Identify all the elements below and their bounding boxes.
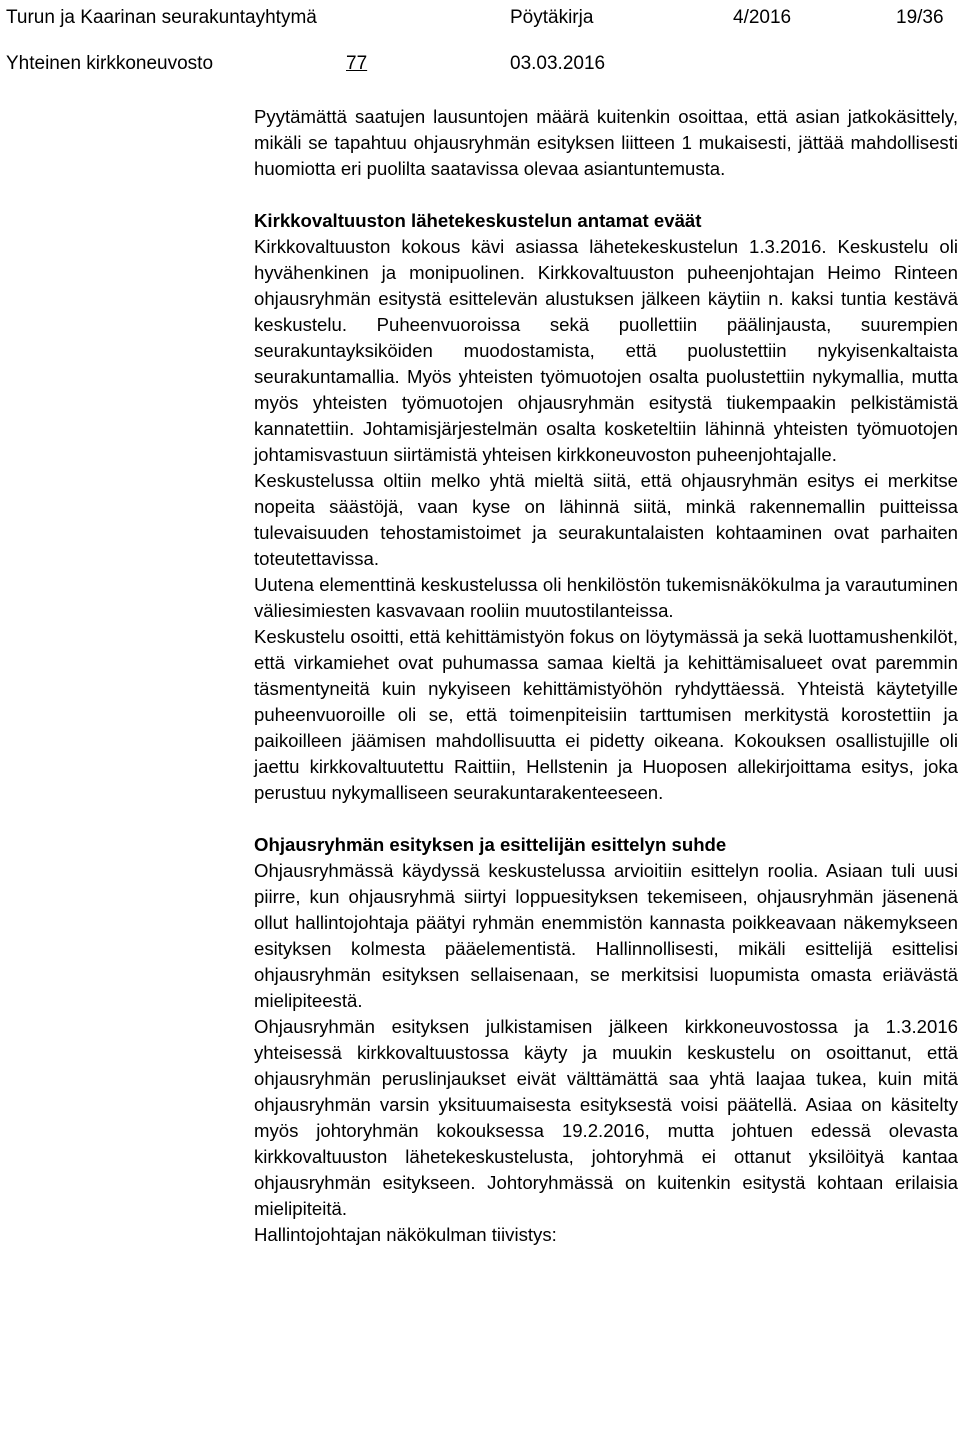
- meeting-date: 03.03.2016: [510, 53, 606, 74]
- document-type: Pöytäkirja: [510, 7, 594, 28]
- section-number: 77: [346, 53, 368, 74]
- body-paragraph: Uutena elementtinä keskustelussa oli henkilöstön tukemisnäkökulma ja varautuminen väliesimiesten kasvavaan rooliin muutostilanteissa.: [254, 574, 958, 621]
- page-number: 19/36: [896, 7, 944, 28]
- body-paragraph: Keskustelu osoitti, että kehittämistyön fokus on löytymässä ja sekä luottamushenkilöt, että virkamiehet ovat puhumassa samaa kieltä ja kehittämisalueet ovat paremmin täsmentyneitä kuin nykyiseen kehittämistyöhön ryhdyttäessä. Yhteistä käytetyille puheenvuoroille oli se, että toimenpiteisiin tarttumisen merkitystä korostettiin ja paikoilleen jäämisen mahdollisuutta ei pidetty oikeana. Kokouksen osallistujille oli jaettu kirkkovaltuutettu Raittiin, Hellstenin ja Huoposen allekirjoittama esitys, joka perustuu nykymalliseen seurakuntarakenteeseen.: [254, 626, 958, 803]
- section-heading: Ohjausryhmän esityksen ja esittelijän esittelyn suhde: [254, 834, 727, 855]
- body-paragraph: Kirkkovaltuuston kokous kävi asiassa lähetekeskustelun 1.3.2016. Keskustelu oli hyvähenkinen ja monipuolinen. Kirkkovaltuuston puheenjohtajan Heimo Rinteen ohjausryhmän esitystä esittelevän alustuksen jälkeen käytiin n. kaksi tuntia kestävä keskustelu. Puheenvuoroissa sekä puollettiin päälinjausta, suurempien seurakuntayksiköiden muodostamista, että puolustettiin nykyisenkaltaista seurakuntamallia. Myös yhteisten työmuotojen osalta puolustettiin nykymallia, mutta myös yhteisten työmuotojen ohjausryhmän esitystä tiukempaakin pelkistämistä kannatettiin. Johtamisjärjestelmän osalta kosketeltiin lähinnä yhteisten työmuotojen johtamisvastuun siirtämistä yhteisen kirkkoneuvoston puheenjohtajalle.: [254, 236, 958, 465]
- document-body: [254, 104, 958, 1248]
- body-paragraph: Keskustelussa oltiin melko yhtä mieltä siitä, että ohjausryhmän esitys ei merkitse nopeita säästöjä, vaan kyse on lähinnä siitä, minkä rakennemallin puitteissa tulevaisuuden tehostamistoimet ja seurakuntalaisten kohtaaminen ovat parhaiten toteutettavissa.: [254, 470, 958, 569]
- intro-paragraph: Pyytämättä saatujen lausuntojen määrä kuitenkin osoittaa, että asian jatkokäsittely, mikäli se tapahtuu ohjausryhmän esityksen liitteen 1 mukaisesti, jättää mahdollisesti huomiotta eri puolilta saatavissa olevaa asiantuntemusta.: [254, 106, 958, 179]
- body-paragraph: Ohjausryhmän esityksen julkistamisen jälkeen kirkkoneuvostossa ja 1.3.2016 yhteisessä kirkkovaltuustossa käyty ja muukin keskustelu on osoittanut, että ohjausryhmän peruslinjaukset eivät välttämättä saa yhtä laajaa tukea, kuin mitä ohjausryhmän varsin yksituumaisesta esityksestä voisi päätellä. Asiaa on käsitelty myös johtoryhmän kokouksessa 19.2.2016, mutta johtuen edessä olevasta kirkkovaltuuston lähetekeskustelusta, johtoryhmä ei ottanut yksilöityä kantaa ohjausryhmän esitykseen. Johtoryhmässä on kuitenkin esitystä kohtaan erilaisia mielipiteitä.: [254, 1016, 958, 1219]
- section-heading: Kirkkovaltuuston lähetekeskustelun antamat eväät: [254, 210, 702, 231]
- body-paragraph: Ohjausryhmässä käydyssä keskustelussa arvioitiin esittelyn roolia. Asiaan tuli uusi piirre, kun ohjausryhmä siirtyi loppuesityksen tekemiseen, ohjausryhmän jäsenenä ollut hallintojohtaja päätyi ryhmän enemmistön kannasta poikkeavaan näkemykseen esityksen kolmesta pääelementistä. Hallinnollisesti, mikäli esittelijä esittelisi ohjausryhmän esityksen sellaisenaan, se merkitsisi luopumista omasta eriävästä mielipiteestä.: [254, 860, 958, 1011]
- body-paragraph: Hallintojohtajan näkökulman tiivistys:: [254, 1224, 557, 1245]
- meeting-body: Yhteinen kirkkoneuvosto: [6, 53, 214, 74]
- document-number: 4/2016: [733, 7, 792, 28]
- organization-name: Turun ja Kaarinan seurakuntayhtymä: [6, 7, 317, 28]
